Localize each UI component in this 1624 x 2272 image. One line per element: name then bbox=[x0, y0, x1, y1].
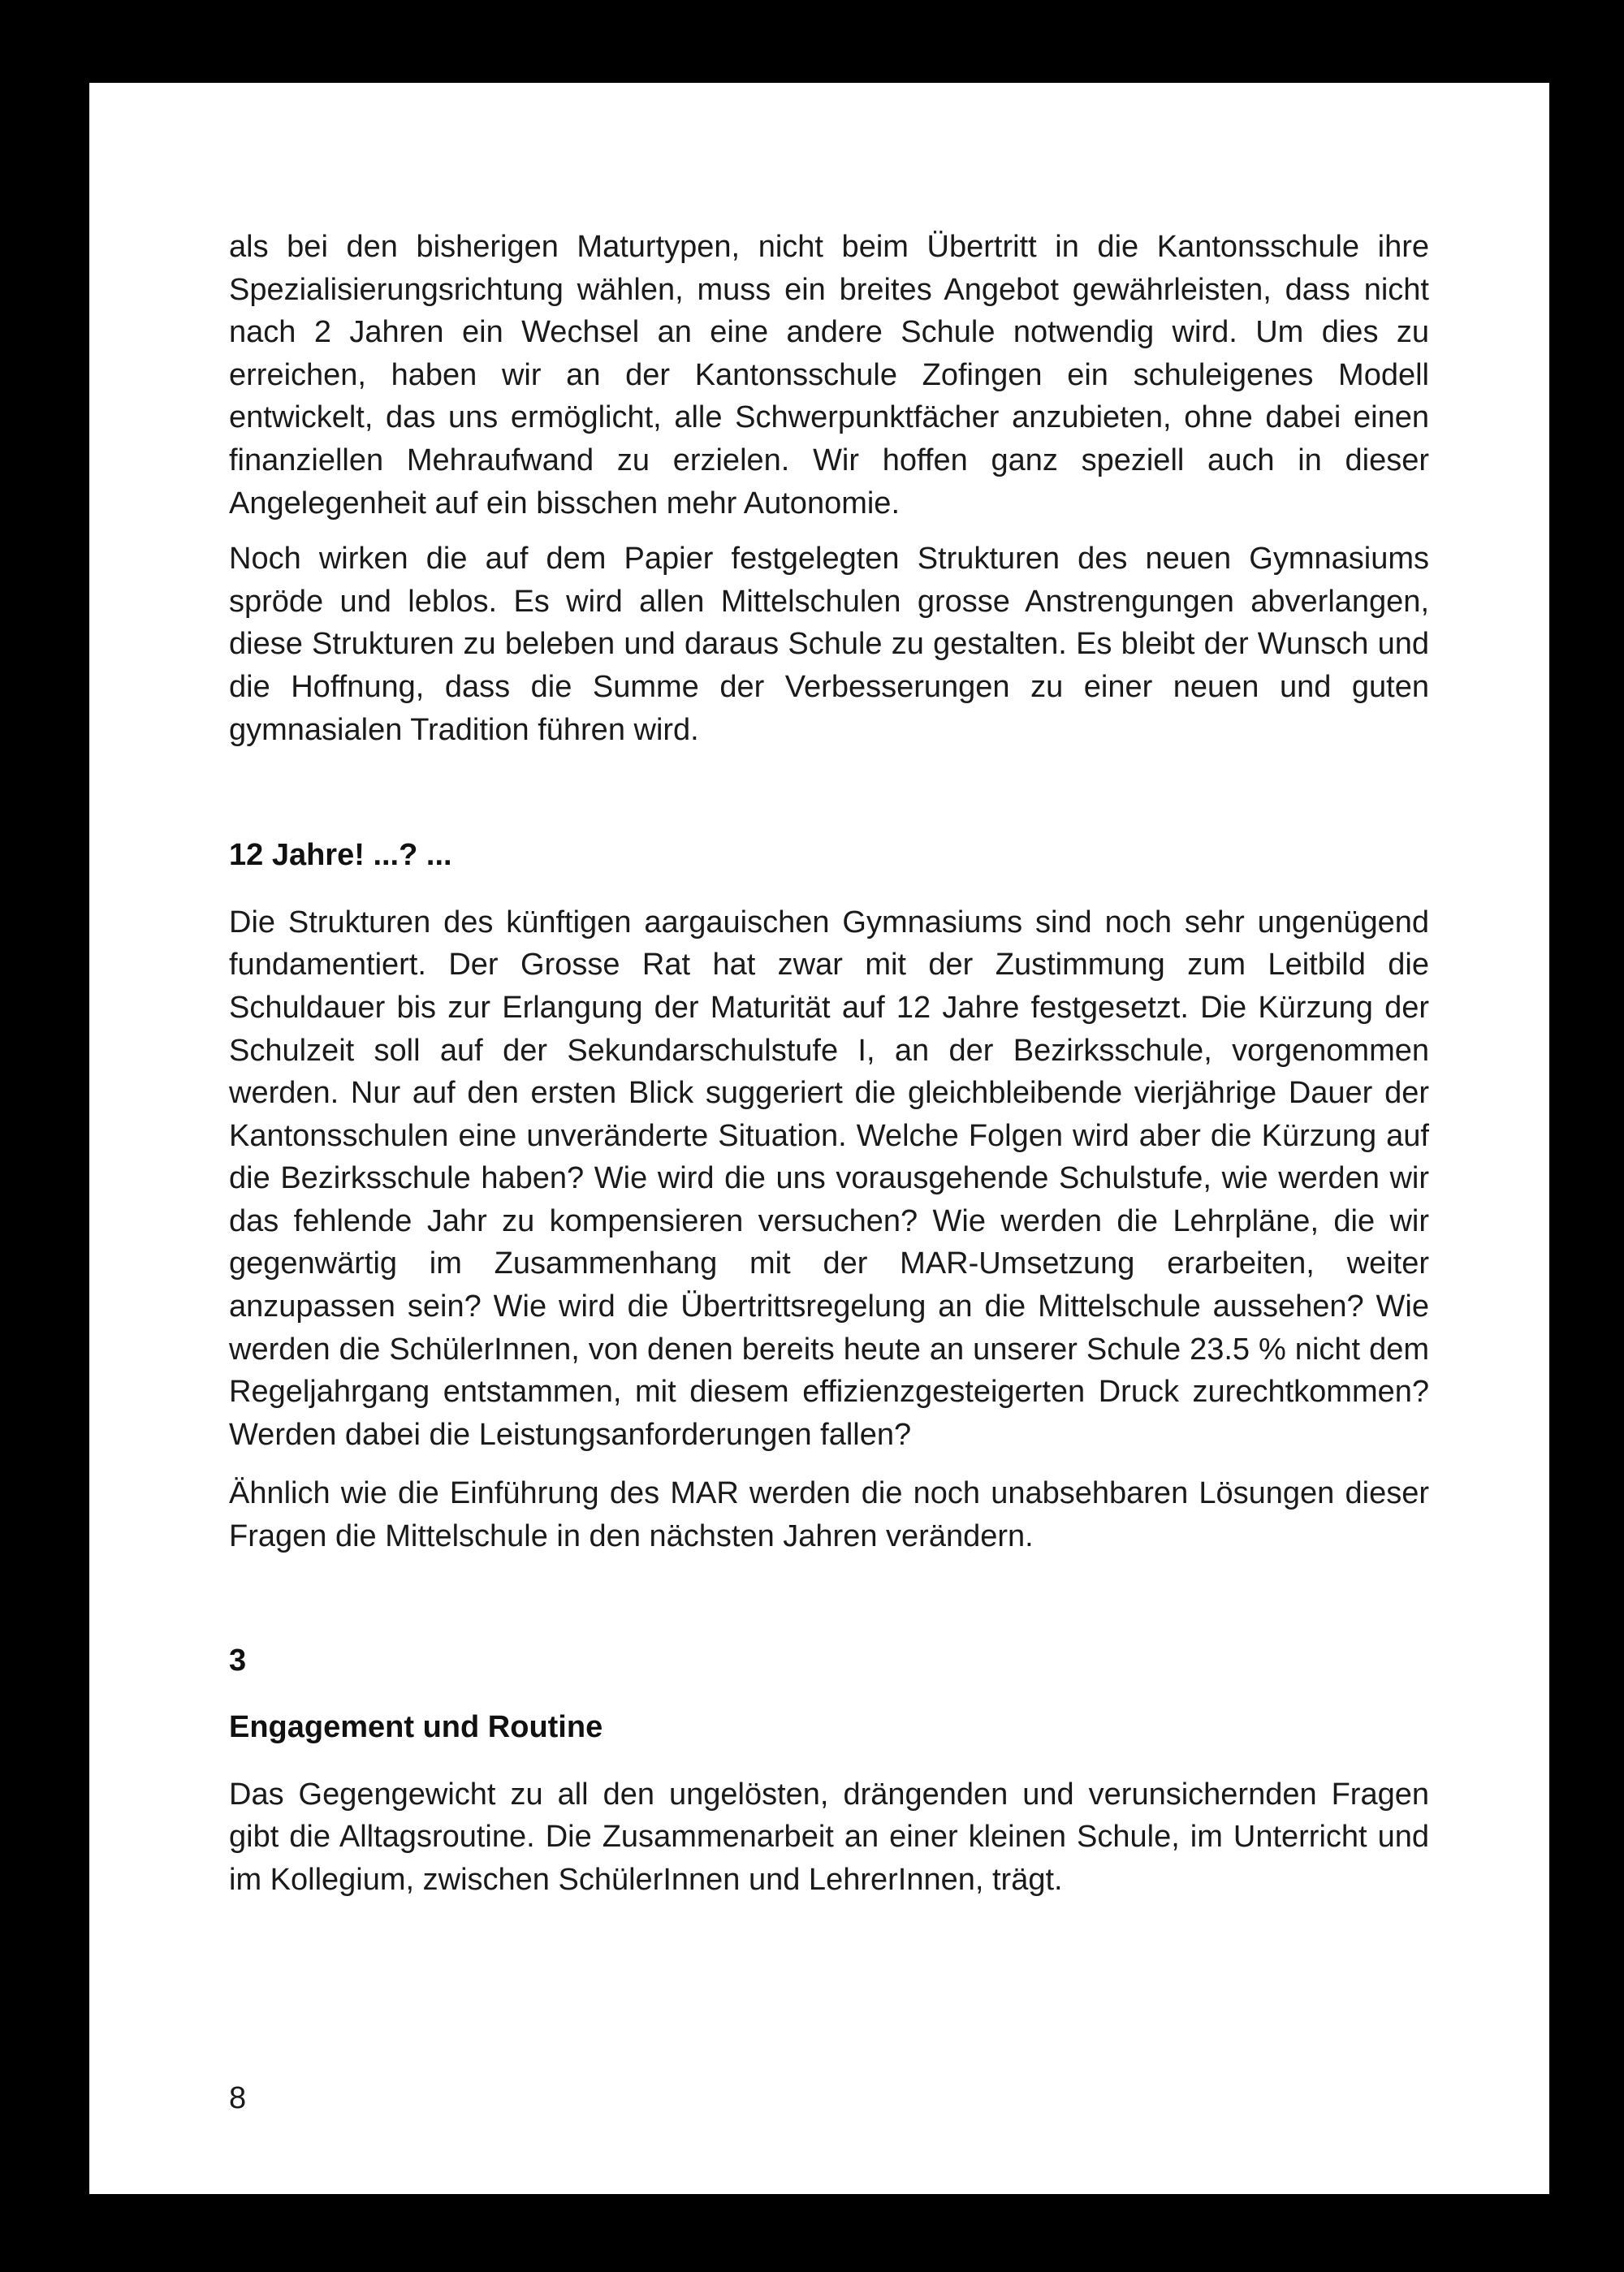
section-title: Engagement und Routine bbox=[229, 1710, 603, 1745]
paragraph: Ähnlich wie die Einführung des MAR werden die noch unabsehbaren Lösungen dieser Fragen die Mittelschule in den nächsten Jahren verändern. bbox=[229, 1476, 1429, 1554]
paragraph: als bei den bisherigen Maturtypen, nicht beim Übertritt in die Kantonsschule ihre Spezialisierungsrichtung wählen, muss ein breites Angebot gewährleisten, dass nicht nach 2 Jahren ein Wechsel an eine andere Schule notwendig wird. Um dies zu erreichen, haben wir an der Kantonsschule Zofingen ein schuleigenes Modell entwickelt, das uns ermöglicht, alle Schwerpunktfächer anzubieten, ohne dabei einen finanziellen Mehraufwand zu erzielen. Wir hoffen ganz speziell auch in dieser Angelegenheit auf ein bisschen mehr Autonomie. bbox=[229, 230, 1429, 520]
section-number: 3 bbox=[229, 1643, 247, 1678]
page-body bbox=[229, 226, 1429, 1902]
section-heading: 12 Jahre! ...? ... bbox=[229, 838, 452, 873]
page-number: 8 bbox=[229, 2081, 247, 2115]
paragraph: Das Gegengewicht zu all den ungelösten, drängenden und verunsichernden Fragen gibt die Alltagsroutine. Die Zusammenarbeit an einer kleinen Schule, im Unterricht und im Kollegium, zwischen SchülerInnen und LehrerInnen, trägt. bbox=[229, 1777, 1429, 1897]
paragraph: Die Strukturen des künftigen aargauischen Gymnasiums sind noch sehr ungenügend fundamentiert. Der Grosse Rat hat zwar mit der Zustimmung zum Leitbild die Schuldauer bis zur Erlangung der Maturität auf 12 Jahre festgesetzt. Die Kürzung der Schulzeit soll auf der Sekundarschulstufe I, an der Bezirksschule, vorgenommen werden. Nur auf den ersten Blick suggeriert die gleichbleibende vierjährige Dauer der Kantonsschulen eine unveränderte Situation. Welche Folgen wird aber die Kürzung auf die Bezirksschule haben? Wie wird die uns vorausgehende Schulstufe, wie werden wir das fehlende Jahr zu kompensieren versuchen? Wie werden die Lehrpläne, die wir gegenwärtig im Zusammenhang mit der MAR-Umsetzung erarbeiten, weiter anzupassen sein? Wie wird die Übertrittsregelung an die Mittelschule aussehen? Wie werden die SchülerInnen, von denen bereits heute an unserer Schule 23.5 % nicht dem Regeljahrgang entstammen, mit diesem effizienzgesteigerten Druck zurechtkommen? Werden dabei die Leistungsanforderungen fallen? bbox=[229, 905, 1429, 1452]
paragraph: Noch wirken die auf dem Papier festgelegten Strukturen des neuen Gymnasiums spröde und leblos. Es wird allen Mittelschulen grosse Anstrengungen abverlangen, diese Strukturen zu beleben und daraus Schule zu gestalten. Es bleibt der Wunsch und die Hoffnung, dass die Summe der Verbesserungen zu einer neuen und guten gymnasialen Tradition führen wird. bbox=[229, 542, 1429, 747]
document-page bbox=[89, 83, 1549, 2194]
